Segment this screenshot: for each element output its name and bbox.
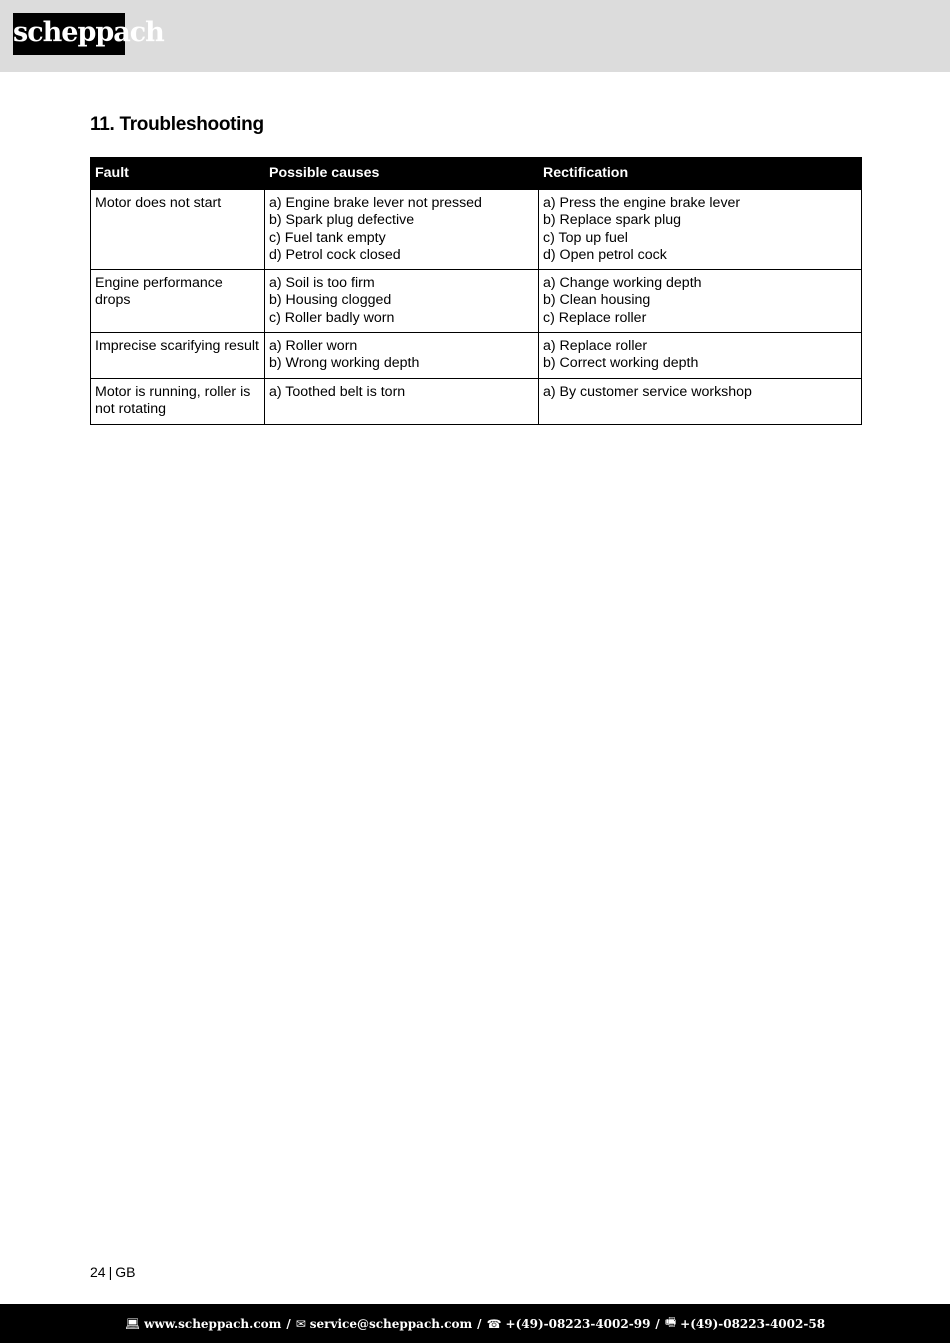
phone-icon: ☎ (486, 1316, 502, 1331)
cause-line: a) Toothed belt is torn (269, 384, 406, 401)
fault-text: Motor does not start (95, 195, 222, 211)
footer-separator: / (655, 1316, 660, 1331)
rectification-line: d) Open petrol cock (543, 246, 667, 263)
fault-cell (91, 333, 265, 379)
section-title: 11. Troubleshooting (90, 114, 264, 135)
cause-line: d) Petrol cock closed (269, 246, 401, 263)
rectification-line: b) Correct working depth (543, 355, 699, 372)
page-separator: | (108, 1264, 113, 1280)
rectification-line: b) Replace spark plug (543, 212, 682, 229)
fax-icon: 🖷︎ (664, 1315, 677, 1329)
rectification-cell (539, 379, 862, 425)
rectification-cell (539, 190, 862, 270)
cause-line: c) Roller badly worn (269, 309, 395, 326)
cause-line: b) Spark plug defective (269, 212, 415, 229)
cause-line: a) Engine brake lever not pressed (269, 195, 482, 211)
column-header-fault: Fault (91, 158, 265, 190)
table-row (91, 190, 862, 270)
rectification-line: c) Replace roller (543, 309, 647, 326)
table-row (91, 379, 862, 425)
rectification-line: a) By customer service workshop (543, 384, 752, 401)
table-row (91, 270, 862, 333)
fault-text: Motor is running, roller is not rotating (95, 384, 251, 418)
cause-line: a) Soil is too firm (269, 275, 375, 292)
fault-cell (91, 270, 265, 333)
table-row (91, 333, 862, 379)
scheppach-logo: scheppach (13, 13, 125, 55)
causes-cell (265, 333, 539, 379)
cause-line: b) Wrong working depth (269, 355, 420, 372)
rectification-cell (539, 270, 862, 333)
footer-phone: +(49)-08223-4002-99 (505, 1316, 651, 1331)
table-header-row (91, 158, 862, 190)
rectification-line: a) Replace roller (543, 338, 648, 355)
column-header-rectification: Rectification (539, 158, 862, 190)
rectification-line: a) Change working depth (543, 275, 702, 292)
column-header-causes: Possible causes (265, 158, 539, 190)
page-number (90, 1264, 135, 1280)
footer-separator: / (477, 1316, 482, 1331)
page-language: GB (115, 1264, 136, 1280)
header-band (0, 0, 950, 72)
cause-line: c) Fuel tank empty (269, 229, 386, 246)
rectification-line: a) Press the engine brake lever (543, 195, 741, 211)
footer-contact-bar (0, 1304, 950, 1343)
footer-email-link[interactable]: service@scheppach.com (309, 1316, 473, 1331)
rectification-line: b) Clean housing (543, 292, 651, 309)
fault-text: Imprecise scarifying result (95, 338, 259, 355)
cause-line: a) Roller worn (269, 338, 358, 355)
cause-line: b) Housing clogged (269, 292, 392, 309)
footer-fax: +(49)-08223-4002-58 (680, 1316, 826, 1331)
causes-cell (265, 270, 539, 333)
page-number-value: 24 (90, 1264, 106, 1280)
rectification-line: c) Top up fuel (543, 229, 628, 246)
envelope-icon: ✉ (295, 1316, 306, 1331)
causes-cell (265, 190, 539, 270)
fault-cell (91, 190, 265, 270)
fault-text: Engine performance drops (95, 275, 223, 309)
laptop-icon: 💻︎ (124, 1316, 141, 1331)
causes-cell (265, 379, 539, 425)
rectification-cell (539, 333, 862, 379)
fault-cell (91, 379, 265, 425)
footer-separator: / (286, 1316, 291, 1331)
troubleshooting-table (90, 157, 862, 425)
footer-website-link[interactable]: www.scheppach.com (144, 1316, 282, 1331)
